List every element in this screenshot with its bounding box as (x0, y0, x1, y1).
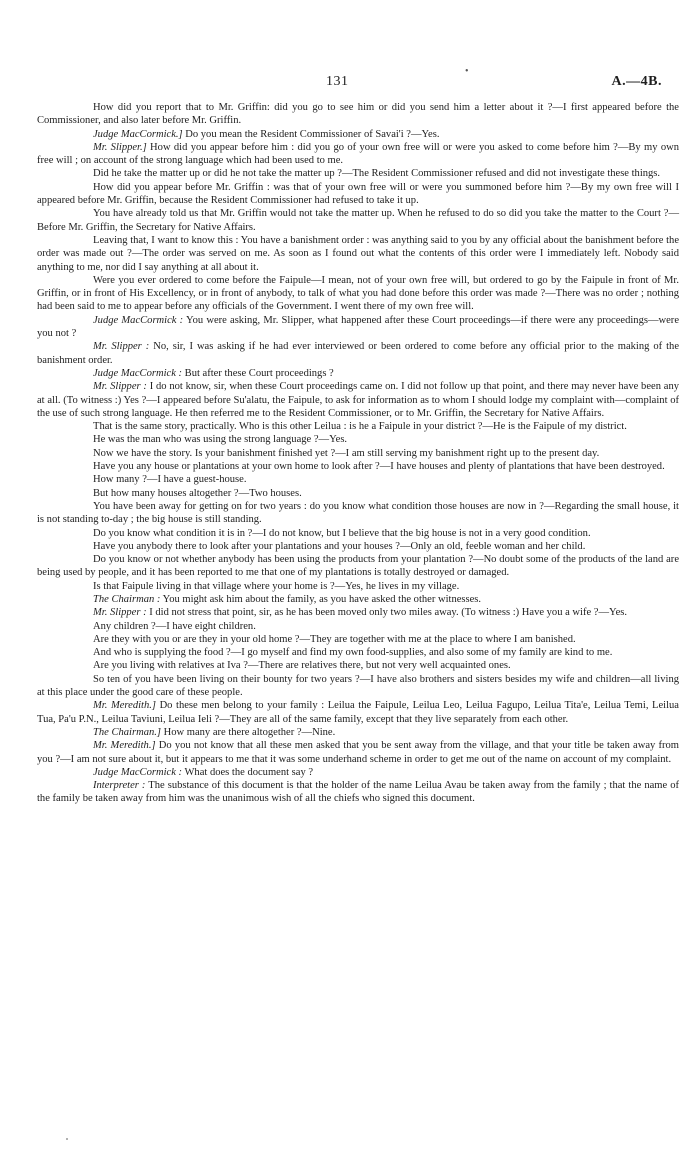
speaker-label: Mr. Meredith.] (93, 740, 156, 752)
paragraph-text: He was the man who was using the strong language ?—Yes. (93, 434, 348, 446)
speaker-label: Mr. Meredith.] (93, 700, 156, 712)
speaker-label: Mr. Slipper : (93, 381, 147, 393)
transcript-paragraph (37, 181, 679, 208)
transcript-paragraph (37, 473, 679, 486)
paragraph-text: But after these Court proceedings ? (182, 367, 334, 379)
paragraph-text: Do these men belong to your family : Leilua the Faipule, Leilua Leo, Leilua Fagupo, Leilua Tita'e, Leilua Temi, Leilua Tua, Pa'u P.N., Leilua Taviuni, Leilua Ieli ?—They are all of the same family, except that they live separately from each other. (37, 700, 679, 725)
speaker-label: Judge MacCormick : (93, 367, 183, 379)
printer-mark: • (465, 66, 469, 77)
transcript-paragraph (37, 234, 679, 274)
speaker-label: Mr. Slipper.] (93, 141, 147, 153)
speaker-label: Mr. Slipper : (93, 607, 147, 619)
transcript-body (37, 101, 679, 806)
paragraph-text: The substance of this document is that the holder of the name Leilua Avau be taken away from the family ; that the name of the family be taken away from him was the unanimous wish of all the chiefs who signed this document. (37, 780, 679, 805)
transcript-paragraph (37, 340, 679, 367)
paragraph-text: You have been away for getting on for two years : do you know what condition those houses are now in ?—Regarding the small house, it is not standing to-day ; the big house is still standing. (37, 500, 679, 526)
paragraph-text: Leaving that, I want to know this : You have a banishment order : was anything said to you by any official about the banishment before the order was made out ?—The order was served on me. As soon as I found out what the contents of this order were I immediately left. Nobody said anything to me, nor did I say anything at all about it. (37, 234, 679, 273)
paragraph-text: Were you ever ordered to come before the Faipule—I mean, not of your own free will, but ordered to go by the Faipule in front of Mr. Griffin, or in front of His Excellency, or in front of anybody, to talk of what you had done before this order was made ?—There was no order ; nothing had been said to me to appear before any officials of the Government. I went there of my own free will. (37, 274, 679, 313)
page-number: 131 (326, 74, 349, 89)
transcript-paragraph (37, 141, 679, 168)
transcript-paragraph (37, 274, 679, 314)
paragraph-text: Are you living with relatives at Iva ?—There are relatives there, but not very well acquainted ones. (93, 660, 511, 672)
paragraph-text: Now we have the story. Is your banishment finished yet ?—I am still serving my banishment right up to the present day. (93, 447, 600, 459)
paragraph-text: Do you know or not whether anybody has been using the products from your plantation ?—No doubt some of the products of the land are being used by people, and it has been reported to me that one of my plantations is totally destroyed or damaged. (37, 554, 679, 579)
paragraph-text: Do you mean the Resident Commissioner of Savai'i ?—Yes. (182, 128, 440, 140)
paragraph-text: And who is supplying the food ?—I go myself and find my own food-supplies, and also some of my family are kind to me. (93, 647, 613, 659)
paragraph-text: Do you not know that all these men asked that you be sent away from the village, and that your title be taken away from you ?—I am not sure about it, but it appears to me that it was some underhand scheme in order to get me out of the name on account of my complaint. (37, 740, 679, 765)
paragraph-text: I do not know, sir, when these Court proceedings came on. I did not follow up that point, and there may never have been any at all. (To witness :) Yes ?—I appeared before Su'alatu, the Faipule, to ask for information as to whom I should lodge my complaint with—complaint of the use of such strong language. He then referred me to the Resident Commissioner, or to Mr. Griffin, the Secretary for Native Affairs. (37, 381, 679, 419)
transcript-paragraph (37, 779, 679, 806)
transcript-paragraph (37, 580, 679, 593)
speaker-label: Judge MacCormick.] (93, 128, 183, 140)
transcript-paragraph (37, 540, 679, 553)
paragraph-text: Is that Faipule living in that village where your home is ?—Yes, he lives in my village. (93, 580, 460, 592)
paragraph-text: Have you anybody there to look after your plantations and your houses ?—Only an old, feeble woman and her child. (93, 540, 586, 552)
paragraph-text: You might ask him about the family, as you have asked the other witnesses. (160, 593, 482, 605)
paragraph-text: Did he take the matter up or did he not take the matter up ?—The Resident Commissioner refused and did not investigate these things. (93, 168, 661, 180)
paragraph-text: You were asking, Mr. Slipper, what happened after these Court proceedings—if there were any proceedings—were you not ? (37, 314, 679, 340)
paragraph-text: What does the document say ? (182, 766, 314, 778)
transcript-paragraph (37, 487, 679, 500)
transcript-paragraph (37, 699, 679, 726)
paragraph-text: How did you appear before him : did you go of your own free will or were you asked to come before him ?—By my own free will ; on account of the strong language which had been used to me. (37, 141, 679, 167)
transcript-paragraph (37, 739, 679, 766)
paragraph-text: How did you report that to Mr. Griffin: did you go to see him or did you send him a letter about it ?—I first appeared before the Commissioner, and also later before Mr. Griffin. (37, 102, 679, 127)
transcript-paragraph (37, 420, 679, 433)
scan-speck (66, 1138, 68, 1140)
transcript-paragraph (37, 460, 679, 473)
transcript-paragraph (37, 673, 679, 700)
speaker-label: Mr. Slipper : (93, 341, 150, 353)
transcript-paragraph (37, 553, 679, 580)
page-header (0, 74, 700, 90)
paragraph-text: I did not stress that point, sir, as he has been moved only two miles away. (To witness :) Have you a wife ?—Yes. (146, 607, 628, 619)
transcript-paragraph (37, 367, 679, 380)
transcript-paragraph (37, 593, 679, 606)
transcript-paragraph (37, 380, 679, 420)
paragraph-text: That is the same story, practically. Who is this other Leilua : is he a Faipule in your district ?—He is the Faipule of my district. (93, 421, 627, 433)
transcript-paragraph (37, 606, 679, 619)
paragraph-text: How did you appear before Mr. Griffin : was that of your own free will or were you summoned before him ?—By my own free will I appeared before Mr. Griffin, because the Resident Commissioner had refused to take it up. (37, 181, 679, 207)
transcript-paragraph (37, 646, 679, 659)
speaker-label: The Chairman.] (93, 726, 161, 738)
speaker-label: Interpreter : (93, 780, 146, 792)
paragraph-text: No, sir, I was asking if he had ever interviewed or been ordered to come before any official prior to the making of the banishment order. (37, 341, 679, 366)
transcript-paragraph (37, 527, 679, 540)
paragraph-text: But how many houses altogether ?—Two houses. (93, 487, 302, 499)
transcript-paragraph (37, 766, 679, 779)
transcript-paragraph (37, 207, 679, 234)
transcript-paragraph (37, 433, 679, 446)
paragraph-text: Do you know what condition it is in ?—I do not know, but I believe that the big house is not in a very good condition. (93, 527, 591, 539)
speaker-label: Judge MacCormick : (93, 314, 184, 326)
transcript-paragraph (37, 633, 679, 646)
paragraph-text: Have you any house or plantations at your own home to look after ?—I have houses and plenty of plantations that have been destroyed. (93, 461, 665, 473)
paragraph-text: Are they with you or are they in your old home ?—They are together with me at the place to where I am banished. (93, 633, 576, 645)
transcript-paragraph (37, 500, 679, 527)
transcript-paragraph (37, 314, 679, 341)
transcript-paragraph (37, 101, 679, 128)
transcript-paragraph (37, 447, 679, 460)
transcript-paragraph (37, 128, 679, 141)
paragraph-text: How many are there altogether ?—Nine. (160, 726, 336, 738)
transcript-paragraph (37, 726, 679, 739)
paragraph-text: Any children ?—I have eight children. (93, 620, 256, 632)
speaker-label: Judge MacCormick : (93, 766, 183, 778)
transcript-paragraph (37, 659, 679, 672)
paragraph-text: You have already told us that Mr. Griffin would not take the matter up. When he refused to do so did you take the matter to the Court ?—Before Mr. Griffin, the Secretary for Native Affairs. (37, 208, 679, 233)
transcript-paragraph (37, 167, 679, 180)
paragraph-text: So ten of you have been living on their bounty for two years ?—I have also brothers and sisters besides my wife and children—all living at this place under the good care of these people. (37, 673, 679, 699)
transcript-paragraph (37, 620, 679, 633)
paragraph-text: How many ?—I have a guest-house. (93, 474, 247, 486)
speaker-label: The Chairman : (93, 593, 161, 605)
document-reference: A.—4B. (611, 74, 662, 89)
